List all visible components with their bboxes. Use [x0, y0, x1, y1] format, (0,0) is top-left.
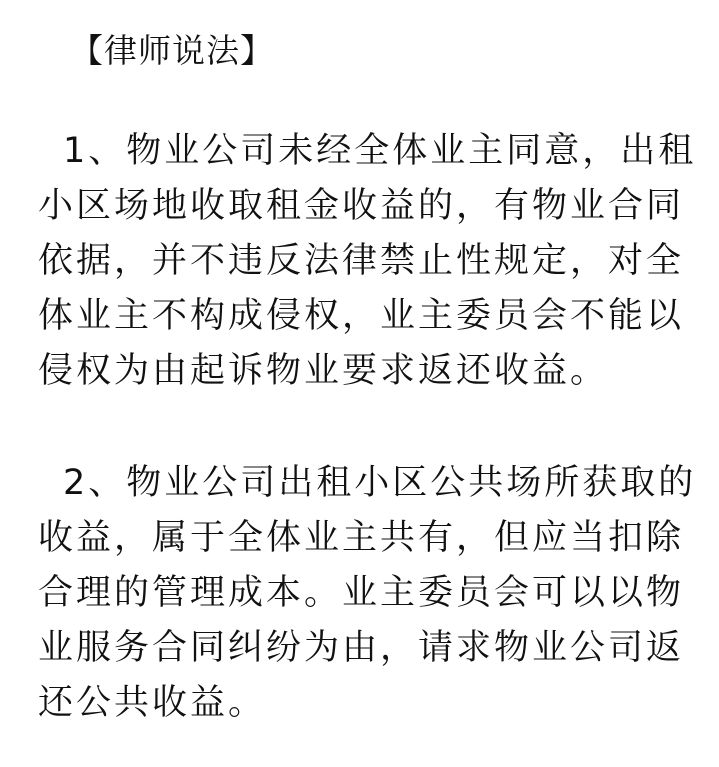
section-heading: 【律师说法】: [70, 31, 274, 70]
paragraph-line: 收益，属于全体业主共有，但应当扣除: [38, 518, 685, 558]
paragraph-line: 侵权为由起诉物业要求返还收益。: [38, 351, 609, 391]
paragraph-1: [38, 124, 697, 399]
paragraph-line: 体业主不构成侵权，业主委员会不能以: [38, 296, 685, 336]
paragraph-line: 合理的管理成本。业主委员会可以以物: [38, 573, 685, 613]
paragraph-line: 依据，并不违反法律禁止性规定，对全: [38, 241, 685, 281]
paragraph-line: 小区场地收取租金收益的，有物业合同: [38, 186, 685, 226]
paragraph-line: 2、物业公司出租小区公共场所获取的: [63, 463, 697, 503]
paragraph-line: 业服务合同纠纷为由，请求物业公司返: [38, 628, 685, 668]
paragraph-line: 1、物业公司未经全体业主同意，出租: [63, 131, 697, 171]
paragraph-line: 还公共收益。: [38, 683, 267, 723]
paragraph-2: [38, 456, 697, 731]
